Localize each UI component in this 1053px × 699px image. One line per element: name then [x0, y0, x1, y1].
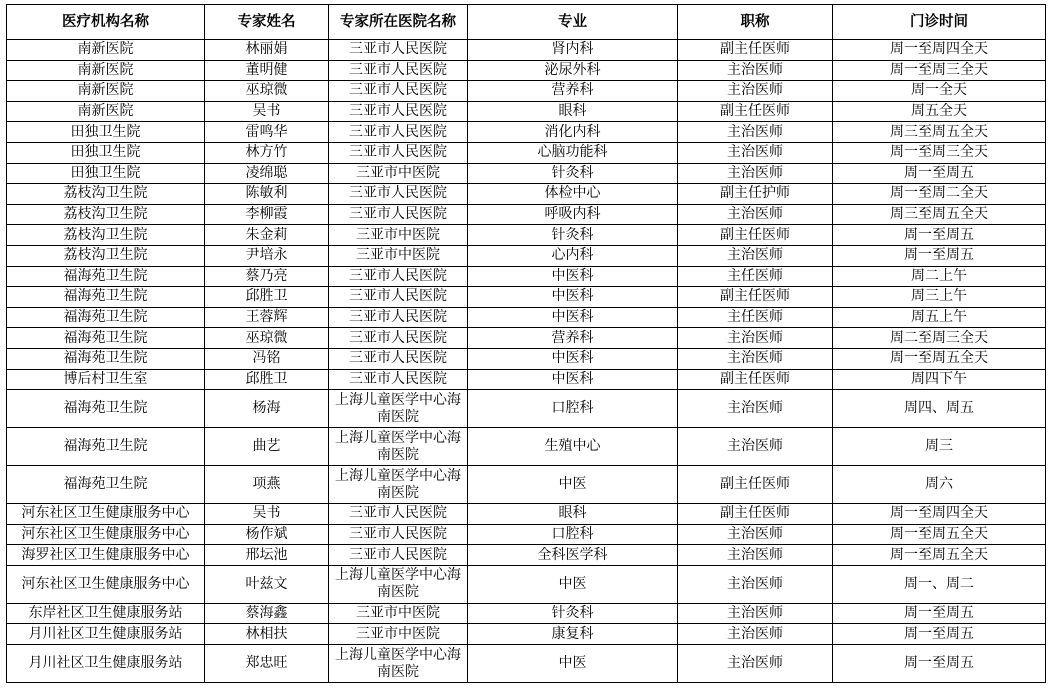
cell-expert-name: 尹培永: [205, 245, 329, 266]
cell-institution: 福海苑卫生院: [7, 428, 205, 466]
cell-specialty: 口腔科: [468, 524, 678, 545]
header-expert-hospital: 专家所在医院名称: [329, 5, 468, 40]
cell-title: 主治医师: [678, 603, 833, 624]
header-expert-name: 专家姓名: [205, 5, 329, 40]
cell-clinic-time: 周一全天: [833, 81, 1046, 102]
cell-title: 主治医师: [678, 163, 833, 184]
cell-expert-name: 杨作斌: [205, 524, 329, 545]
cell-clinic-time: 周一至周二全天: [833, 184, 1046, 205]
cell-institution: 河东社区卫生健康服务中心: [7, 565, 205, 603]
cell-specialty: 针灸科: [468, 603, 678, 624]
table-row: [7, 122, 1046, 143]
cell-institution: 博后村卫生室: [7, 369, 205, 390]
cell-specialty: 康复科: [468, 624, 678, 645]
cell-expert-hospital: 三亚市人民医院: [329, 348, 468, 369]
cell-expert-hospital: 上海儿童医学中心海南医院: [329, 645, 468, 683]
cell-specialty: 中医科: [468, 287, 678, 308]
table-row: [7, 307, 1046, 328]
cell-expert-name: 巫琼微: [205, 81, 329, 102]
table-row: [7, 101, 1046, 122]
cell-institution: 荔枝沟卫生院: [7, 225, 205, 246]
cell-title: 主治医师: [678, 428, 833, 466]
cell-expert-name: 邢坛池: [205, 545, 329, 566]
cell-institution: 河东社区卫生健康服务中心: [7, 524, 205, 545]
table-row: [7, 225, 1046, 246]
cell-title: 主治医师: [678, 348, 833, 369]
header-institution: 医疗机构名称: [7, 5, 205, 40]
cell-expert-hospital: 三亚市中医院: [329, 163, 468, 184]
cell-title: 主治医师: [678, 81, 833, 102]
cell-expert-name: 项燕: [205, 466, 329, 504]
header-clinic-time: 门诊时间: [833, 5, 1046, 40]
cell-specialty: 消化内科: [468, 122, 678, 143]
cell-title: 主治医师: [678, 645, 833, 683]
cell-expert-hospital: 三亚市人民医院: [329, 307, 468, 328]
cell-specialty: 肾内科: [468, 40, 678, 61]
cell-expert-name: 吴书: [205, 504, 329, 525]
cell-specialty: 生殖中心: [468, 428, 678, 466]
table-row: [7, 184, 1046, 205]
cell-title: 副主任医师: [678, 225, 833, 246]
cell-clinic-time: 周二上午: [833, 266, 1046, 287]
cell-expert-name: 邱胜卫: [205, 287, 329, 308]
cell-clinic-time: 周一至周五: [833, 225, 1046, 246]
cell-institution: 南新医院: [7, 40, 205, 61]
cell-clinic-time: 周一至周五: [833, 163, 1046, 184]
cell-specialty: 心内科: [468, 245, 678, 266]
cell-title: 主任医师: [678, 307, 833, 328]
cell-expert-hospital: 上海儿童医学中心海南医院: [329, 390, 468, 428]
cell-title: 副主任医师: [678, 40, 833, 61]
cell-expert-name: 林丽娟: [205, 40, 329, 61]
cell-expert-hospital: 三亚市中医院: [329, 603, 468, 624]
table-row: [7, 428, 1046, 466]
cell-clinic-time: 周一、周二: [833, 565, 1046, 603]
cell-specialty: 中医: [468, 645, 678, 683]
cell-expert-hospital: 上海儿童医学中心海南医院: [329, 466, 468, 504]
cell-expert-name: 巫琼微: [205, 328, 329, 349]
cell-institution: 东岸社区卫生健康服务站: [7, 603, 205, 624]
cell-title: 副主任医师: [678, 287, 833, 308]
cell-specialty: 口腔科: [468, 390, 678, 428]
cell-title: 副主任医师: [678, 101, 833, 122]
cell-institution: 田独卫生院: [7, 122, 205, 143]
cell-expert-name: 杨海: [205, 390, 329, 428]
cell-title: 副主任护师: [678, 184, 833, 205]
table-row: [7, 245, 1046, 266]
cell-clinic-time: 周一至周五: [833, 624, 1046, 645]
table-row: [7, 369, 1046, 390]
table-row: [7, 40, 1046, 61]
cell-institution: 福海苑卫生院: [7, 466, 205, 504]
cell-specialty: 呼吸内科: [468, 204, 678, 225]
table-row: [7, 545, 1046, 566]
cell-clinic-time: 周一至周五: [833, 245, 1046, 266]
cell-title: 主治医师: [678, 122, 833, 143]
table-row: [7, 348, 1046, 369]
cell-title: 主治医师: [678, 60, 833, 81]
cell-title: 主治医师: [678, 524, 833, 545]
cell-expert-hospital: 三亚市中医院: [329, 245, 468, 266]
cell-specialty: 眼科: [468, 504, 678, 525]
cell-institution: 南新医院: [7, 81, 205, 102]
cell-expert-name: 朱金莉: [205, 225, 329, 246]
cell-expert-hospital: 三亚市人民医院: [329, 122, 468, 143]
cell-specialty: 中医科: [468, 307, 678, 328]
cell-expert-name: 吴书: [205, 101, 329, 122]
cell-institution: 南新医院: [7, 60, 205, 81]
cell-expert-hospital: 三亚市人民医院: [329, 81, 468, 102]
header-specialty: 专业: [468, 5, 678, 40]
cell-expert-name: 凌绵聪: [205, 163, 329, 184]
cell-clinic-time: 周一至周五: [833, 603, 1046, 624]
cell-expert-hospital: 三亚市人民医院: [329, 369, 468, 390]
cell-title: 副主任医师: [678, 466, 833, 504]
cell-clinic-time: 周一至周五: [833, 645, 1046, 683]
cell-specialty: 心脑功能科: [468, 142, 678, 163]
cell-expert-name: 陈敏利: [205, 184, 329, 205]
cell-clinic-time: 周三: [833, 428, 1046, 466]
table-row: [7, 524, 1046, 545]
table-row: [7, 390, 1046, 428]
cell-expert-name: 邱胜卫: [205, 369, 329, 390]
cell-expert-name: 王蓉辉: [205, 307, 329, 328]
cell-specialty: 眼科: [468, 101, 678, 122]
table-row: [7, 328, 1046, 349]
table-row: [7, 565, 1046, 603]
cell-expert-hospital: 三亚市人民医院: [329, 504, 468, 525]
table-row: [7, 204, 1046, 225]
table-row: [7, 645, 1046, 683]
cell-clinic-time: 周五全天: [833, 101, 1046, 122]
cell-specialty: 营养科: [468, 81, 678, 102]
cell-clinic-time: 周三至周五全天: [833, 204, 1046, 225]
cell-expert-hospital: 三亚市人民医院: [329, 545, 468, 566]
cell-title: 主治医师: [678, 565, 833, 603]
clinic-schedule-table: [6, 4, 1046, 683]
cell-expert-hospital: 上海儿童医学中心海南医院: [329, 565, 468, 603]
cell-institution: 月川社区卫生健康服务站: [7, 624, 205, 645]
cell-specialty: 泌尿外科: [468, 60, 678, 81]
cell-expert-hospital: 三亚市人民医院: [329, 328, 468, 349]
cell-specialty: 营养科: [468, 328, 678, 349]
cell-expert-hospital: 三亚市中医院: [329, 624, 468, 645]
cell-specialty: 中医: [468, 565, 678, 603]
cell-title: 主治医师: [678, 545, 833, 566]
cell-expert-name: 董明健: [205, 60, 329, 81]
cell-expert-hospital: 三亚市中医院: [329, 225, 468, 246]
cell-expert-hospital: 上海儿童医学中心海南医院: [329, 428, 468, 466]
cell-title: 主治医师: [678, 624, 833, 645]
cell-clinic-time: 周二至周三全天: [833, 328, 1046, 349]
cell-institution: 荔枝沟卫生院: [7, 204, 205, 225]
cell-title: 主治医师: [678, 204, 833, 225]
table-row: [7, 466, 1046, 504]
cell-institution: 福海苑卫生院: [7, 390, 205, 428]
cell-clinic-time: 周一至周三全天: [833, 60, 1046, 81]
cell-expert-hospital: 三亚市人民医院: [329, 142, 468, 163]
cell-institution: 河东社区卫生健康服务中心: [7, 504, 205, 525]
cell-institution: 福海苑卫生院: [7, 328, 205, 349]
header-title: 职称: [678, 5, 833, 40]
cell-clinic-time: 周一至周四全天: [833, 504, 1046, 525]
header-row: [7, 5, 1046, 40]
cell-expert-name: 林相扶: [205, 624, 329, 645]
table-row: [7, 266, 1046, 287]
cell-institution: 福海苑卫生院: [7, 348, 205, 369]
table-row: [7, 603, 1046, 624]
cell-clinic-time: 周六: [833, 466, 1046, 504]
cell-institution: 荔枝沟卫生院: [7, 245, 205, 266]
table-row: [7, 504, 1046, 525]
cell-expert-name: 林方竹: [205, 142, 329, 163]
cell-clinic-time: 周一至周五全天: [833, 348, 1046, 369]
cell-specialty: 中医: [468, 466, 678, 504]
cell-expert-hospital: 三亚市人民医院: [329, 524, 468, 545]
cell-expert-name: 冯铭: [205, 348, 329, 369]
cell-institution: 福海苑卫生院: [7, 307, 205, 328]
cell-title: 副主任医师: [678, 369, 833, 390]
cell-expert-hospital: 三亚市人民医院: [329, 287, 468, 308]
table-row: [7, 287, 1046, 308]
cell-clinic-time: 周四、周五: [833, 390, 1046, 428]
cell-specialty: 中医科: [468, 348, 678, 369]
cell-title: 主治医师: [678, 390, 833, 428]
cell-expert-name: 叶兹文: [205, 565, 329, 603]
table-row: [7, 81, 1046, 102]
cell-specialty: 针灸科: [468, 225, 678, 246]
cell-title: 主治医师: [678, 328, 833, 349]
cell-expert-hospital: 三亚市人民医院: [329, 184, 468, 205]
cell-institution: 福海苑卫生院: [7, 266, 205, 287]
cell-expert-hospital: 三亚市人民医院: [329, 60, 468, 81]
table-row: [7, 142, 1046, 163]
table-row: [7, 624, 1046, 645]
cell-specialty: 中医科: [468, 266, 678, 287]
cell-expert-hospital: 三亚市人民医院: [329, 204, 468, 225]
cell-institution: 福海苑卫生院: [7, 287, 205, 308]
cell-clinic-time: 周一至周四全天: [833, 40, 1046, 61]
cell-expert-name: 李柳霞: [205, 204, 329, 225]
cell-clinic-time: 周三上午: [833, 287, 1046, 308]
table-row: [7, 60, 1046, 81]
cell-specialty: 中医科: [468, 369, 678, 390]
cell-institution: 月川社区卫生健康服务站: [7, 645, 205, 683]
table-row: [7, 163, 1046, 184]
cell-expert-name: 曲艺: [205, 428, 329, 466]
cell-expert-name: 蔡海鑫: [205, 603, 329, 624]
cell-clinic-time: 周五上午: [833, 307, 1046, 328]
cell-expert-name: 雷鸣华: [205, 122, 329, 143]
cell-institution: 田独卫生院: [7, 163, 205, 184]
cell-specialty: 全科医学科: [468, 545, 678, 566]
cell-expert-hospital: 三亚市人民医院: [329, 266, 468, 287]
cell-expert-name: 蔡乃亮: [205, 266, 329, 287]
cell-clinic-time: 周三至周五全天: [833, 122, 1046, 143]
cell-institution: 海罗社区卫生健康服务中心: [7, 545, 205, 566]
cell-institution: 田独卫生院: [7, 142, 205, 163]
cell-specialty: 针灸科: [468, 163, 678, 184]
cell-title: 主治医师: [678, 245, 833, 266]
cell-clinic-time: 周一至周三全天: [833, 142, 1046, 163]
cell-institution: 南新医院: [7, 101, 205, 122]
cell-clinic-time: 周四下午: [833, 369, 1046, 390]
cell-title: 副主任医师: [678, 504, 833, 525]
cell-expert-name: 郑忠旺: [205, 645, 329, 683]
cell-institution: 荔枝沟卫生院: [7, 184, 205, 205]
cell-title: 主治医师: [678, 142, 833, 163]
cell-title: 主任医师: [678, 266, 833, 287]
cell-specialty: 体检中心: [468, 184, 678, 205]
cell-clinic-time: 周一至周五全天: [833, 545, 1046, 566]
cell-expert-hospital: 三亚市人民医院: [329, 40, 468, 61]
cell-expert-hospital: 三亚市人民医院: [329, 101, 468, 122]
cell-clinic-time: 周一至周五全天: [833, 524, 1046, 545]
